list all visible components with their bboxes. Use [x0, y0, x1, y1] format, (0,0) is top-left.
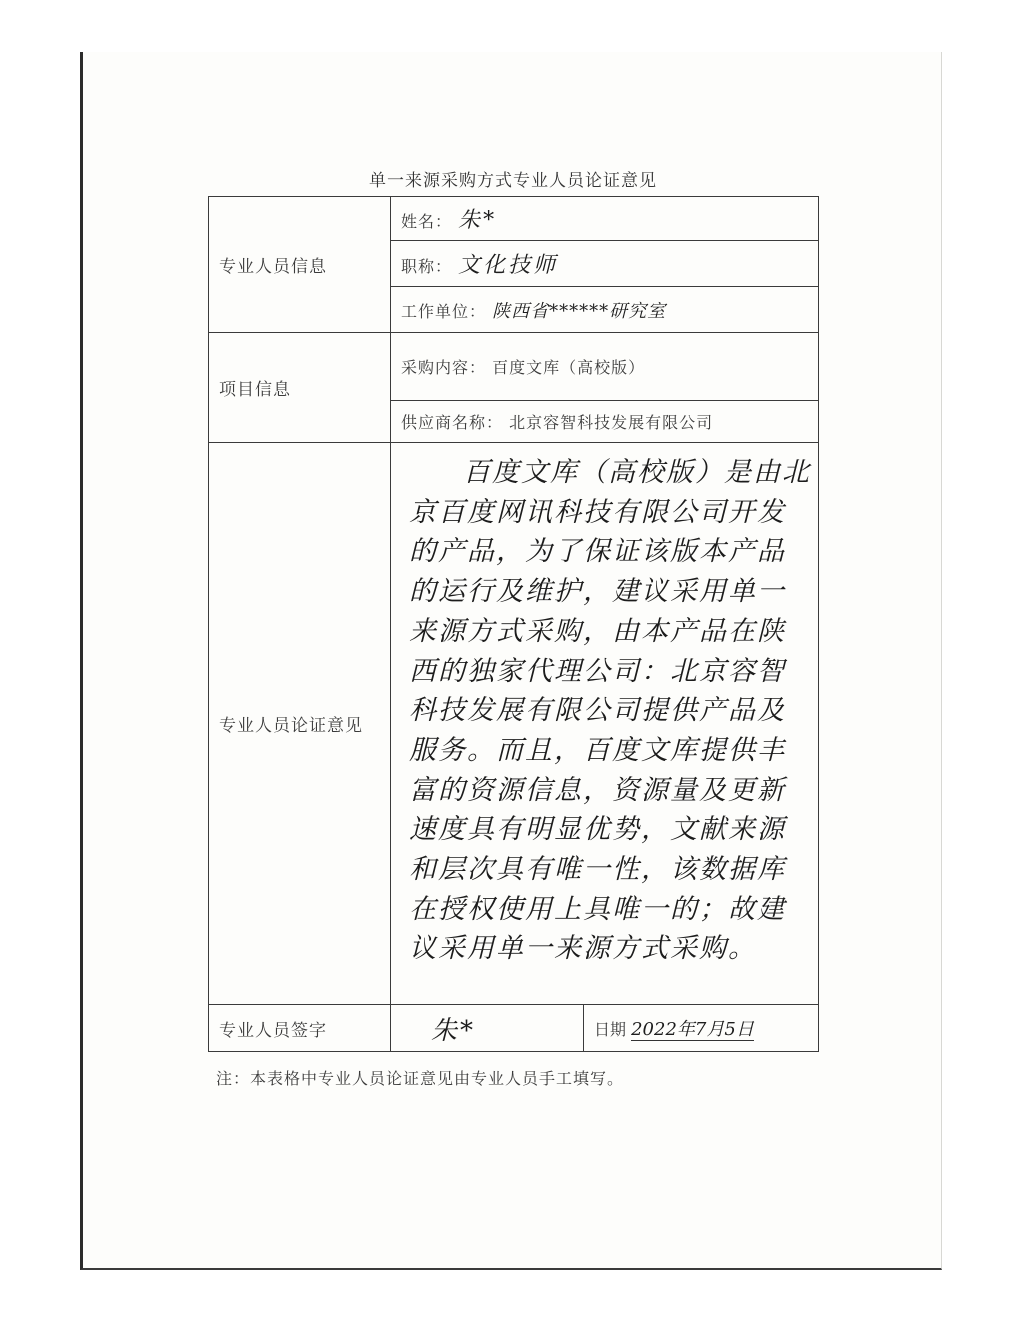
supplier-value: 北京容智科技发展有限公司: [509, 413, 714, 432]
org-field: [391, 287, 819, 333]
opinion-label: 专业人员论证意见: [209, 443, 391, 1005]
title-label: 职称：: [401, 257, 453, 276]
name-value: 朱*: [458, 208, 498, 233]
supplier-field: [391, 401, 819, 443]
signature-cell: [391, 1005, 584, 1052]
content-value: 百度文库（高校版）: [492, 358, 646, 377]
date-cell: [584, 1005, 819, 1052]
opinion-text: 百度文库（高校版）是由北京百度网讯科技有限公司开发的产品，为了保证该版本产品的运行及维护，建议采用单一来源方式采购，由本产品在陕西的独家代理公司：北京容智科技发展有限公司提供产品及服务。而且，百度文库提供丰富的资源信息，资源量及更新速度具有明显优势，文献来源和层次具有唯一性，该数据库在授权使用上具唯一的；故建议采用单一来源方式采购。: [409, 457, 811, 965]
opinion-cell: [391, 443, 819, 1005]
signature-value: 朱*: [431, 1015, 477, 1046]
org-value: 陕西省******研究室: [492, 300, 667, 322]
date-label: 日期: [594, 1020, 627, 1039]
supplier-label: 供应商名称：: [401, 413, 504, 432]
footnote: 注：本表格中专业人员论证意见由专业人员手工填写。: [216, 1069, 625, 1088]
form-title: 单一来源采购方式专业人员论证意见: [369, 171, 657, 191]
expert-info-label: 专业人员信息: [209, 197, 391, 333]
title-value: 文化技师: [458, 253, 559, 278]
name-label: 姓名：: [401, 212, 453, 231]
content-field: [391, 333, 819, 401]
signature-label: 专业人员签字: [209, 1005, 391, 1052]
project-info-label: 项目信息: [209, 333, 391, 443]
name-field: [391, 197, 819, 241]
title-field: [391, 241, 819, 287]
org-label: 工作单位：: [401, 301, 487, 321]
form-table: [208, 196, 819, 1052]
date-value: 2022年7月5日: [631, 1019, 754, 1040]
content-label: 采购内容：: [401, 358, 487, 377]
